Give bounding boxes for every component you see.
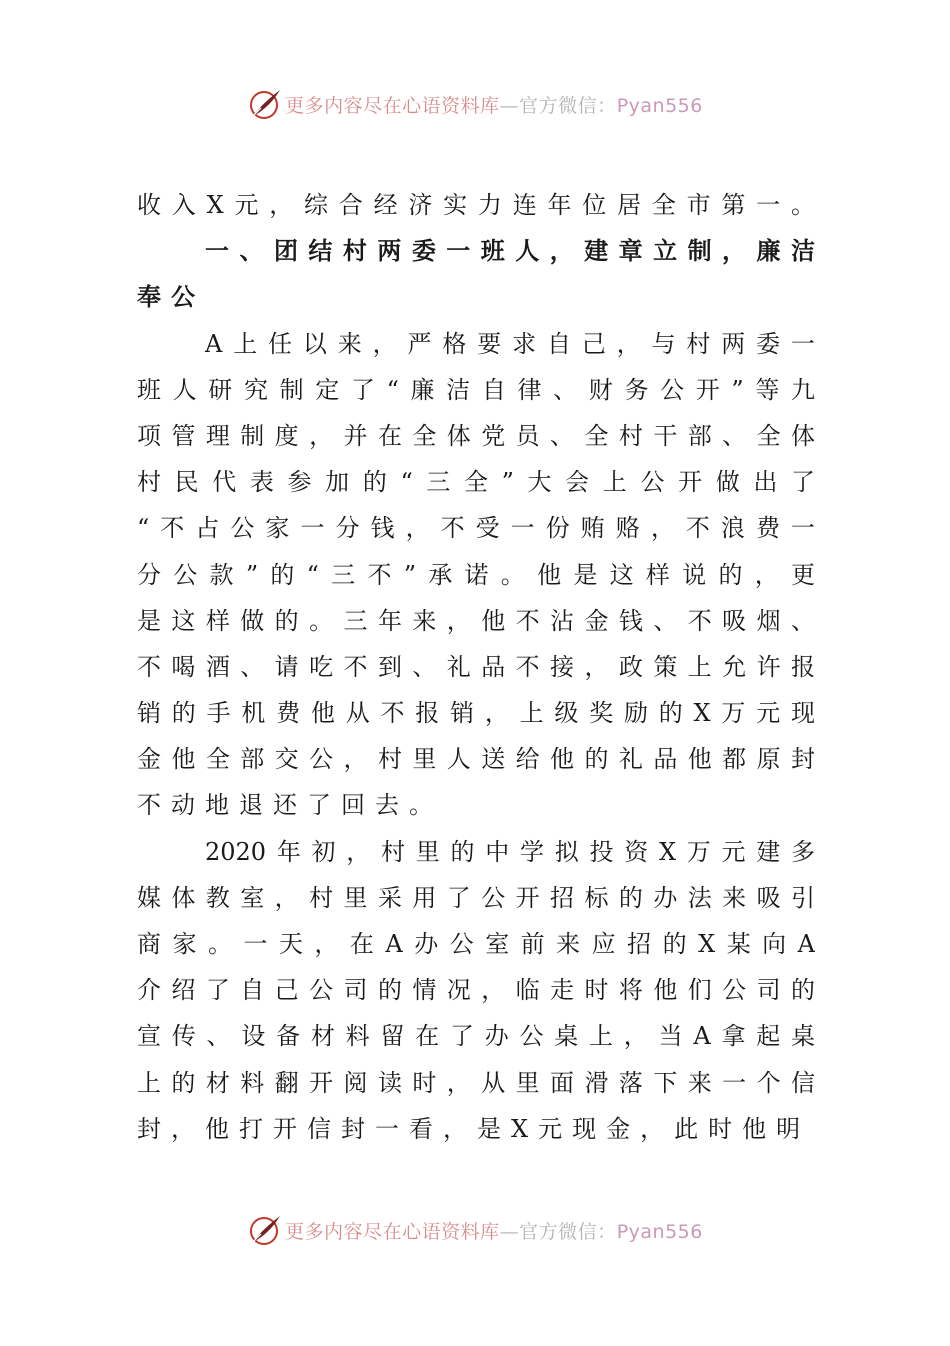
text-line: 一、团结村两委一班人，建章立制，廉洁 <box>205 237 815 266</box>
document-body <box>137 182 815 1152</box>
text-line: 商家。一天，在A办公室前来应招的X某向A <box>137 930 815 958</box>
text-line: A上任以来，严格要求自己，与村两委一 <box>205 329 815 358</box>
text-line: “不占公家一分钱，不受一份贿赂，不浪费一 <box>137 514 815 543</box>
text-line: 收入X元，综合经济实力连年位居全市第一。 <box>137 191 815 219</box>
text-line: 村民代表参加的“三全”大会上公开做出了 <box>137 468 815 497</box>
text-line: 销的手机费他从不报销，上级奖励的X万元现 <box>137 699 815 728</box>
paragraph <box>137 829 815 1152</box>
text-line: 上的材料翻开阅读时，从里面滑落下来一个信 <box>137 1068 815 1097</box>
paragraph <box>137 321 815 829</box>
paragraph <box>137 182 815 228</box>
text-line: 介绍了自己公司的情况，临走时将他们公司的 <box>137 976 815 1005</box>
watermark-text: 更多内容尽在心语资料库—官方微信：Pyan556 <box>285 1220 703 1243</box>
text-line: 不动地退还了回去。 <box>137 791 443 820</box>
text-line: 是这样做的。三年来，他不沾金钱、不吸烟、 <box>137 606 815 635</box>
section-heading <box>137 228 815 320</box>
text-line: 奉公 <box>137 283 205 312</box>
quill-logo-icon <box>247 86 283 122</box>
text-line: 封，他打开信封一看，是X元现金，此时他明 <box>137 1114 811 1143</box>
header-watermark <box>0 84 950 124</box>
text-line: 项管理制度，并在全体党员、全村干部、全体 <box>137 421 815 450</box>
text-line: 宣传、设备材料留在了办公桌上，当A拿起桌 <box>137 1022 815 1051</box>
text-line: 班人研究制定了“廉洁自律、财务公开”等九 <box>137 375 815 404</box>
text-line: 金他全部交公，村里人送给他的礼品他都原封 <box>137 745 815 774</box>
text-line: 不喝酒、请吃不到、礼品不接，政策上允许报 <box>137 652 815 681</box>
text-line: 媒体教室，村里采用了公开招标的办法来吸引 <box>137 883 815 912</box>
text-line: 2020年初，村里的中学拟投资X万元建多 <box>205 837 815 866</box>
quill-logo-icon <box>247 1212 283 1248</box>
watermark-text: 更多内容尽在心语资料库—官方微信：Pyan556 <box>285 94 703 117</box>
text-line: 分公款”的“三不”承诺。他是这样说的，更 <box>137 560 815 589</box>
footer-watermark <box>0 1210 950 1250</box>
